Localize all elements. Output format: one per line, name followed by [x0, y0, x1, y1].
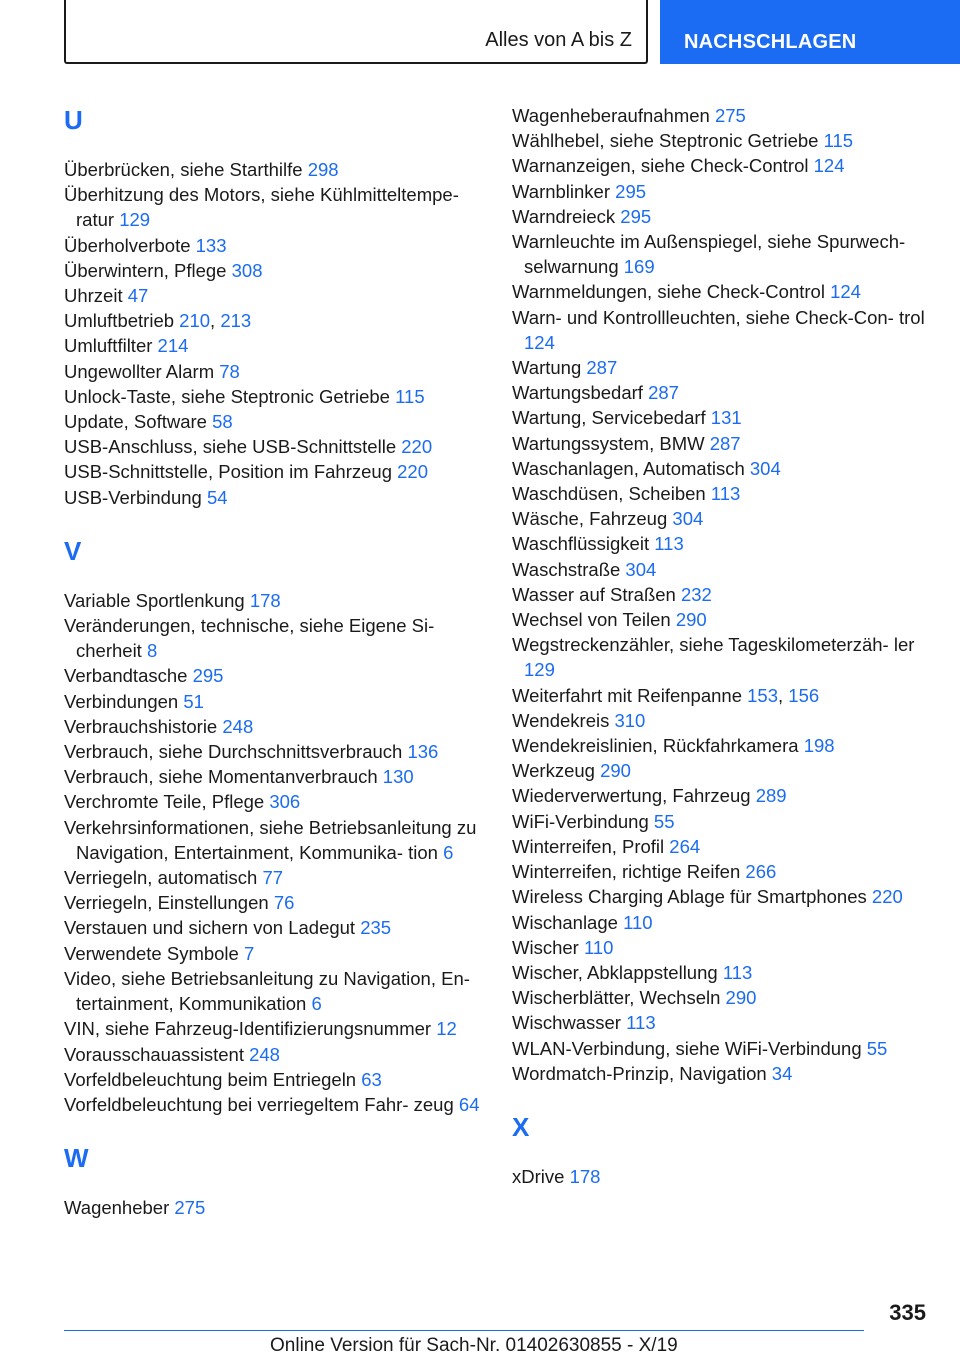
index-entry: [64, 789, 494, 814]
index-entry: [64, 1195, 494, 1220]
index-entry: [64, 485, 494, 510]
index-entry-text: Verbindungen: [64, 690, 179, 712]
index-entry-text: Warnleuchte im Außenspiegel, siehe Spurwech‐ selwarnung: [512, 231, 906, 278]
index-entry: [512, 910, 932, 935]
index-entry: [512, 884, 932, 909]
index-page-link[interactable]: 295: [620, 205, 652, 227]
index-entry: [512, 305, 932, 355]
index-entry: [64, 613, 494, 663]
index-entry-text: Ungewollter Alarm: [64, 360, 215, 382]
index-page-link[interactable]: 275: [174, 1197, 206, 1219]
index-entry-text: Waschstraße: [512, 558, 621, 580]
index-entry: [512, 355, 932, 380]
index-entry-text: Wischerblätter, Wechseln: [512, 987, 721, 1009]
index-entry-text: Wartungssystem, BMW: [512, 432, 705, 454]
index-entry: [64, 865, 494, 890]
index-entry-text: Überholverbote: [64, 234, 191, 256]
index-page-link[interactable]: 220: [401, 436, 433, 458]
index-page-link[interactable]: 113: [654, 533, 684, 555]
index-entry: [512, 708, 932, 733]
index-entry: [64, 1092, 494, 1117]
index-entry-text: WLAN-Verbindung, siehe WiFi-Verbindung: [512, 1037, 862, 1059]
index-entry-text: Wartung: [512, 357, 582, 379]
index-entry: [64, 915, 494, 940]
index-entry: [512, 557, 932, 582]
index-entry-text: xDrive: [512, 1165, 565, 1187]
index-entry-text: Verstauen und sichern von Ladegut: [64, 917, 356, 939]
index-page-link[interactable]: 304: [625, 558, 657, 580]
index-entry: [512, 531, 932, 556]
index-page-link[interactable]: 295: [615, 180, 647, 202]
index-page-link[interactable]: 136: [407, 741, 439, 763]
index-entry-text: Vorfeldbeleuchtung beim Entriegeln: [64, 1068, 357, 1090]
index-page-link[interactable]: 298: [307, 159, 339, 180]
index-page-link[interactable]: 178: [249, 589, 281, 611]
index-page-link[interactable]: 129: [524, 659, 555, 681]
index-entry-text: Wischanlage: [512, 911, 618, 933]
index-entry: [512, 582, 932, 607]
index-entry: [512, 204, 932, 229]
index-letter-heading: W: [64, 1143, 89, 1174]
index-entry-text: Warnblinker: [512, 180, 611, 202]
index-entry-text: Wordmatch-Prinzip, Navigation: [512, 1062, 767, 1084]
index-entry: [512, 1036, 932, 1061]
index-entry-text: USB-Schnittstelle, Position im Fahrzeug: [64, 461, 392, 483]
index-page-link[interactable]: 133: [195, 234, 227, 256]
index-page-link[interactable]: 198: [803, 735, 835, 757]
index-entry-text: Wechsel von Teilen: [512, 609, 671, 631]
index-page-link[interactable]: 47: [127, 285, 149, 307]
index-entry-text: Warnmeldungen, siehe Check-Control: [512, 281, 825, 303]
index-entry: [64, 890, 494, 915]
index-column-right: [512, 103, 932, 1189]
index-entry: [512, 456, 932, 481]
index-page-link[interactable]: 51: [183, 690, 204, 712]
index-entry-text: Verwendete Symbole: [64, 942, 239, 964]
index-page-link[interactable]: 214: [157, 335, 189, 357]
index-entry-text: VIN, siehe Fahrzeug-Identifizierungsnummer: [64, 1018, 432, 1040]
index-entry-text: Wagenheber: [64, 1197, 170, 1219]
index-entry-text: Vorfeldbeleuchtung bei verriegeltem Fahr‐ zeug: [64, 1093, 454, 1115]
index-entry-text: Uhrzeit: [64, 285, 123, 307]
index-entry-text: Video, siehe Betriebsanleitung zu Navigation, En‐ tertainment, Kommunikation: [64, 967, 470, 1015]
index-page-link[interactable]: 54: [206, 486, 228, 508]
index-entry-text: Verriegeln, automatisch: [64, 867, 258, 889]
index-entry: [512, 985, 932, 1010]
header-section-title: Alles von A bis Z: [485, 29, 632, 51]
index-page-link[interactable]: 78: [219, 360, 240, 382]
index-entry-text: Warnanzeigen, siehe Check-Control: [512, 155, 809, 177]
index-page-link[interactable]: 306: [269, 791, 301, 813]
index-page-link[interactable]: 6: [311, 993, 322, 1015]
index-entry-text: Waschanlagen, Automatisch: [512, 457, 745, 479]
index-entry-text: Überhitzung des Motors, siehe Kühlmitteltempe‐ ratur: [64, 184, 459, 231]
index-page-link[interactable]: 124: [524, 331, 555, 353]
index-entry: [64, 689, 494, 714]
index-page-link[interactable]: 232: [680, 583, 712, 605]
index-entry: [512, 758, 932, 783]
index-page-link[interactable]: 55: [866, 1037, 888, 1059]
index-page-link[interactable]: 124: [813, 155, 845, 177]
index-page-link[interactable]: 287: [648, 382, 679, 404]
index-entry-text: Wendekreislinien, Rückfahrkamera: [512, 735, 799, 757]
index-entry-text: Verbrauch, siehe Momentanverbrauch: [64, 766, 378, 788]
index-entry-text: Update, Software: [64, 411, 207, 433]
index-entry-text: Wagenheberaufnahmen: [512, 105, 710, 126]
index-entry-text: Umluftbetrieb: [64, 310, 175, 332]
index-page-link[interactable]: 34: [771, 1062, 793, 1084]
index-entry-text: Warn- und Kontrollleuchten, siehe Check-Con‐ trol: [512, 306, 925, 328]
index-entry-text: USB-Verbindung: [64, 486, 202, 508]
index-page-link[interactable]: 289: [755, 785, 787, 807]
index-page-link[interactable]: 213: [220, 310, 252, 332]
index-page-link[interactable]: 6: [443, 841, 454, 863]
index-page-link[interactable]: 304: [749, 457, 781, 479]
index-entry-text: Weiterfahrt mit Reifenpanne: [512, 684, 742, 706]
index-entry: [512, 103, 932, 128]
index-page-link[interactable]: 129: [119, 209, 151, 231]
index-entry-text: Wendekreis: [512, 709, 610, 731]
index-page-link[interactable]: 235: [360, 917, 392, 939]
index-page-link[interactable]: 290: [725, 987, 757, 1009]
index-page-link[interactable]: 156: [788, 684, 820, 706]
index-letter-heading: U: [64, 105, 83, 135]
index-entry: [512, 859, 932, 884]
footer-divider: [64, 1330, 864, 1331]
index-entry: [512, 834, 932, 859]
index-entry-text: Winterreifen, Profil: [512, 835, 665, 857]
index-entry-text: USB-Anschluss, siehe USB-Schnittstelle: [64, 436, 397, 458]
index-page-link[interactable]: 130: [382, 766, 414, 788]
index-page-link[interactable]: 110: [583, 936, 614, 958]
index-page-link[interactable]: 153: [747, 684, 779, 706]
index-entry-text: Verchromte Teile, Pflege: [64, 791, 265, 813]
index-page-link[interactable]: 7: [243, 942, 255, 964]
index-page-link[interactable]: 220: [871, 886, 903, 908]
index-entry-text: Umluftfilter: [64, 335, 153, 357]
index-page-link[interactable]: 308: [231, 259, 263, 281]
index-entry: [512, 179, 932, 204]
footer-version-text: Online Version für Sach-Nr. 01402630855 - X/19: [270, 1335, 678, 1356]
index-entry: [64, 663, 494, 688]
index-entry-text: Wartung, Servicebedarf: [512, 407, 706, 429]
index-entry-text: Warndreieck: [512, 205, 616, 227]
index-page-link[interactable]: 295: [192, 665, 224, 687]
index-page-link[interactable]: 169: [623, 256, 655, 278]
index-entry: [512, 607, 932, 632]
index-page-link[interactable]: 210: [179, 310, 211, 332]
index-entry: Umluftbetrieb 210, 213: [64, 310, 252, 332]
index-entry: [512, 380, 932, 405]
index-entry-text: Verriegeln, Einstellungen: [64, 892, 269, 914]
index-entry-text: Wegstreckenzähler, siehe Tageskilometerzäh‐ ler: [512, 634, 915, 656]
index-letter-heading: V: [64, 535, 82, 566]
header-chapter-title: NACHSCHLAGEN: [684, 31, 857, 53]
index-page-link[interactable]: 248: [249, 1043, 280, 1065]
index-entry-text: Wartungsbedarf: [512, 382, 643, 404]
index-page-link[interactable]: 115: [823, 130, 854, 152]
page-number: 335: [889, 1300, 926, 1325]
index-entry-text: Vorausschauassistent: [64, 1043, 244, 1065]
index-entry: [64, 459, 494, 484]
index-entry-text: Werkzeug: [512, 760, 595, 782]
index-page-link[interactable]: 76: [273, 892, 295, 914]
index-page-link[interactable]: 55: [653, 810, 675, 832]
index-page-link[interactable]: 113: [626, 1012, 656, 1034]
index-entry: [512, 809, 932, 834]
index-page-link[interactable]: 290: [675, 609, 707, 631]
index-entry: [64, 434, 494, 459]
index-page-link[interactable]: 77: [262, 867, 284, 889]
index-entry-text: Verkehrsinformationen, siehe Betriebsanleitung zu Navigation, Entertainment, Kommunika‐ tion: [64, 816, 477, 863]
index-page-link[interactable]: 113: [710, 483, 741, 505]
index-page-link[interactable]: 12: [436, 1018, 457, 1040]
index-entry-text: Wasser auf Straßen: [512, 583, 676, 605]
index-entry: [64, 333, 494, 358]
index-entry: [512, 783, 932, 808]
index-page-link[interactable]: 304: [672, 508, 704, 530]
index-entry-text: Verbrauch, siehe Durchschnittsverbrauch: [64, 741, 403, 763]
index-entry-text: Wischer: [512, 936, 579, 958]
header-section-box: [64, 0, 648, 64]
index-entry-text: Verbandtasche: [64, 665, 188, 687]
index-entry: [512, 632, 932, 682]
index-entry-text: Veränderungen, technische, siehe Eigene Si‐ cherheit: [64, 615, 435, 662]
index-entry-text: Unlock-Taste, siehe Steptronic Getriebe: [64, 385, 390, 407]
index-entry: [512, 960, 932, 985]
index-entry: [64, 1042, 494, 1067]
index-entry-text: Wiederverwertung, Fahrzeug: [512, 785, 751, 807]
index-entry-text: Überwintern, Pflege: [64, 259, 227, 281]
index-entry-text: Waschflüssigkeit: [512, 533, 650, 555]
index-entry: [64, 359, 494, 384]
index-entry: [64, 1067, 494, 1092]
index-entry: [512, 935, 932, 960]
index-page-link[interactable]: 287: [709, 432, 741, 454]
index-entry-text: Waschdüsen, Scheiben: [512, 483, 706, 505]
index-entry: Weiterfahrt mit Reifenpanne 153, 156: [512, 684, 820, 706]
index-entry: [64, 966, 494, 1016]
index-page-link[interactable]: 8: [146, 640, 158, 662]
index-entry: [512, 481, 932, 506]
index-entry-text: Wireless Charging Ablage für Smartphones: [512, 886, 867, 908]
index-entry: [64, 233, 494, 258]
index-entry: [512, 1061, 932, 1086]
index-entry-text: Wäsche, Fahrzeug: [512, 508, 668, 530]
index-entry-text: Wischer, Abklappstellung: [512, 961, 718, 983]
index-page-link[interactable]: 124: [830, 281, 861, 303]
index-entry-text: WiFi-Verbindung: [512, 810, 649, 832]
index-entry: [64, 588, 494, 613]
index-entry: [64, 258, 494, 283]
index-entry: [512, 128, 932, 153]
index-entry: [512, 1010, 932, 1035]
index-entry-text: Wählhebel, siehe Steptronic Getriebe: [512, 130, 819, 152]
header-chapter-tab: [660, 0, 960, 64]
index-entry-text: Verbrauchshistorie: [64, 715, 218, 737]
index-entry: [64, 941, 494, 966]
index-page-link[interactable]: 264: [669, 835, 701, 857]
index-entry: [64, 714, 494, 739]
index-entry-text: Wischwasser: [512, 1012, 621, 1034]
index-page-link[interactable]: 63: [361, 1068, 382, 1090]
index-entry: [512, 153, 932, 178]
index-page-link[interactable]: 287: [586, 357, 618, 379]
index-entry: [512, 279, 932, 304]
index-entry: [64, 739, 494, 764]
index-entry: [512, 1164, 932, 1189]
index-entry-text: Variable Sportlenkung: [64, 589, 245, 611]
index-entry: [64, 409, 494, 434]
index-page-link[interactable]: 290: [600, 760, 631, 782]
index-page-link[interactable]: 115: [395, 385, 425, 407]
index-page-link[interactable]: 220: [397, 461, 429, 483]
index-entry: [64, 384, 494, 409]
index-page-link[interactable]: 248: [222, 715, 254, 737]
index-entry: [64, 815, 494, 865]
index-entry: [512, 733, 932, 758]
index-page-link[interactable]: 64: [458, 1093, 480, 1115]
index-letter-heading: X: [512, 1111, 530, 1142]
index-entry-text: Überbrücken, siehe Starthilfe: [64, 159, 303, 180]
index-entry: [512, 405, 932, 430]
index-page-link[interactable]: 113: [722, 961, 753, 983]
index-entry: [64, 182, 494, 232]
index-column-left: [64, 103, 494, 1220]
index-page-link[interactable]: 310: [614, 709, 646, 731]
index-page-link[interactable]: 178: [569, 1165, 601, 1187]
index-entry: [64, 157, 494, 182]
index-page-link[interactable]: 131: [710, 407, 742, 429]
index-entry: [64, 283, 494, 308]
index-page-link[interactable]: 275: [714, 105, 746, 126]
index-entry: [512, 431, 932, 456]
index-page-link[interactable]: 110: [623, 911, 653, 933]
index-page-link[interactable]: 58: [212, 411, 233, 433]
index-page-link[interactable]: 266: [745, 861, 777, 883]
index-entry: [64, 764, 494, 789]
index-entry-text: Winterreifen, richtige Reifen: [512, 861, 741, 883]
index-entry: [512, 229, 932, 279]
index-entry: [512, 506, 932, 531]
index-entry: [64, 1016, 494, 1041]
